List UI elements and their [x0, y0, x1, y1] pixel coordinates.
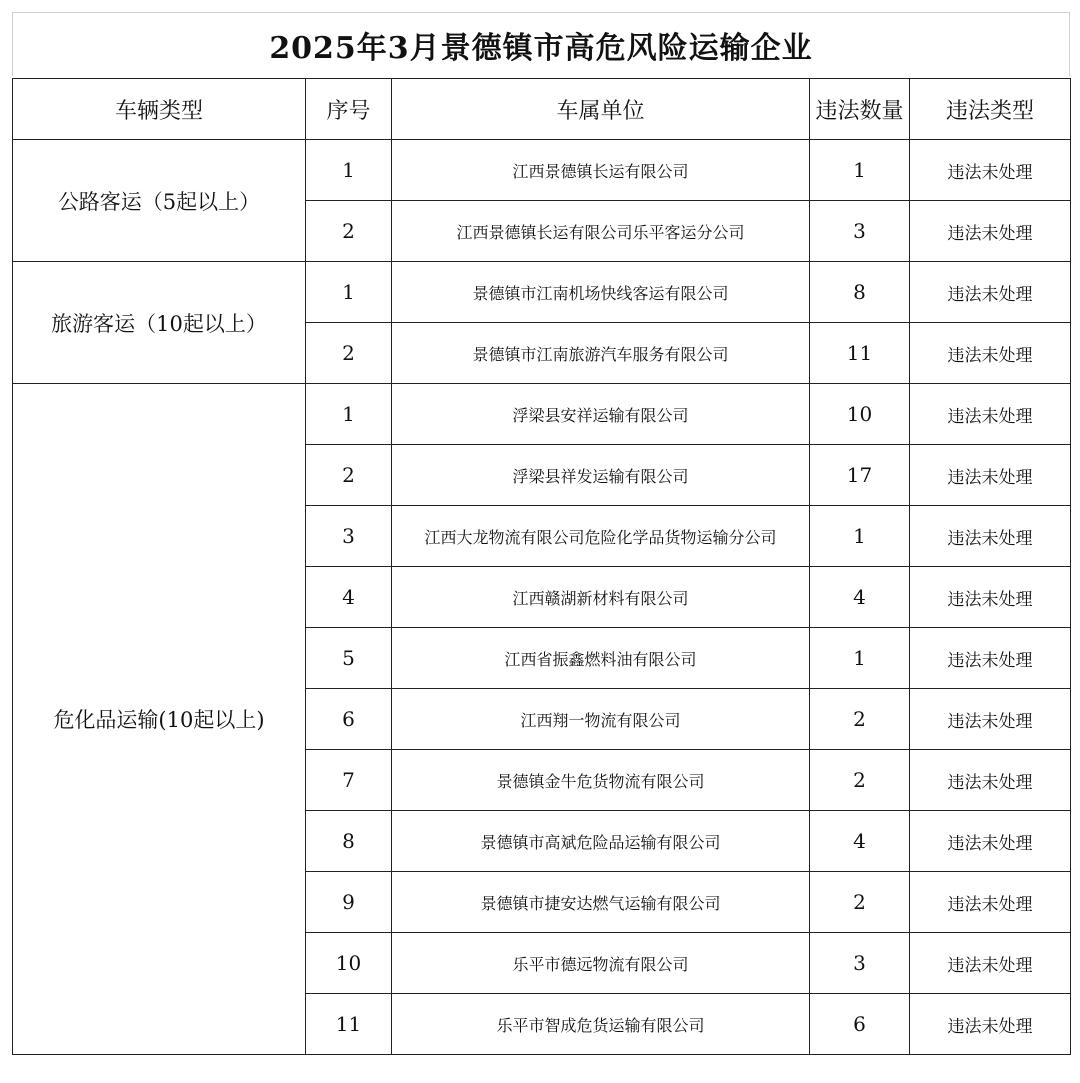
violation-type-cell: 违法未处理 — [910, 689, 1071, 750]
violation-type-cell: 违法未处理 — [910, 445, 1071, 506]
page-title: 2025年3月景德镇市高危风险运输企业 — [269, 30, 813, 66]
header-violation-type: 违法类型 — [910, 79, 1071, 140]
violation-type-cell: 违法未处理 — [910, 201, 1071, 262]
unit-cell: 江西大龙物流有限公司危险化学品货物运输分公司 — [392, 506, 810, 567]
count-cell: 17 — [810, 445, 910, 506]
category-cell: 旅游客运（10起以上） — [13, 262, 306, 384]
title-box — [12, 12, 1070, 76]
unit-cell: 乐平市智成危货运输有限公司 — [392, 994, 810, 1055]
unit-cell: 浮梁县安祥运输有限公司 — [392, 384, 810, 445]
violation-table — [12, 78, 1071, 1055]
count-cell: 1 — [810, 506, 910, 567]
unit-cell: 景德镇市江南机场快线客运有限公司 — [392, 262, 810, 323]
unit-cell: 乐平市德远物流有限公司 — [392, 933, 810, 994]
unit-cell: 江西翔一物流有限公司 — [392, 689, 810, 750]
seq-cell: 4 — [306, 567, 392, 628]
unit-cell: 景德镇市江南旅游汽车服务有限公司 — [392, 323, 810, 384]
count-cell: 2 — [810, 689, 910, 750]
seq-cell: 2 — [306, 201, 392, 262]
seq-cell: 1 — [306, 262, 392, 323]
count-cell: 11 — [810, 323, 910, 384]
violation-type-cell: 违法未处理 — [910, 140, 1071, 201]
header-count: 违法数量 — [810, 79, 910, 140]
table-body — [13, 140, 1071, 1055]
count-cell: 8 — [810, 262, 910, 323]
header-row — [13, 79, 1071, 140]
violation-type-cell: 违法未处理 — [910, 262, 1071, 323]
seq-cell: 11 — [306, 994, 392, 1055]
seq-cell: 2 — [306, 445, 392, 506]
seq-cell: 2 — [306, 323, 392, 384]
count-cell: 2 — [810, 750, 910, 811]
seq-cell: 3 — [306, 506, 392, 567]
header-seq: 序号 — [306, 79, 392, 140]
unit-cell: 江西景德镇长运有限公司 — [392, 140, 810, 201]
violation-type-cell: 违法未处理 — [910, 323, 1071, 384]
header-vehicle-type: 车辆类型 — [13, 79, 306, 140]
violation-type-cell: 违法未处理 — [910, 506, 1071, 567]
count-cell: 1 — [810, 628, 910, 689]
seq-cell: 1 — [306, 140, 392, 201]
category-cell: 公路客运（5起以上） — [13, 140, 306, 262]
violation-type-cell: 违法未处理 — [910, 567, 1071, 628]
table-row — [13, 384, 1071, 445]
unit-cell: 江西赣湖新材料有限公司 — [392, 567, 810, 628]
violation-type-cell: 违法未处理 — [910, 750, 1071, 811]
seq-cell: 1 — [306, 384, 392, 445]
unit-cell: 江西省振鑫燃料油有限公司 — [392, 628, 810, 689]
unit-cell: 景德镇金牛危货物流有限公司 — [392, 750, 810, 811]
count-cell: 1 — [810, 140, 910, 201]
seq-cell: 7 — [306, 750, 392, 811]
count-cell: 4 — [810, 567, 910, 628]
count-cell: 4 — [810, 811, 910, 872]
seq-cell: 9 — [306, 872, 392, 933]
violation-type-cell: 违法未处理 — [910, 628, 1071, 689]
header-unit: 车属单位 — [392, 79, 810, 140]
violation-type-cell: 违法未处理 — [910, 384, 1071, 445]
violation-type-cell: 违法未处理 — [910, 994, 1071, 1055]
count-cell: 3 — [810, 933, 910, 994]
seq-cell: 6 — [306, 689, 392, 750]
count-cell: 3 — [810, 201, 910, 262]
violation-type-cell: 违法未处理 — [910, 933, 1071, 994]
violation-type-cell: 违法未处理 — [910, 811, 1071, 872]
unit-cell: 景德镇市高斌危险品运输有限公司 — [392, 811, 810, 872]
unit-cell: 景德镇市捷安达燃气运输有限公司 — [392, 872, 810, 933]
violation-type-cell: 违法未处理 — [910, 872, 1071, 933]
count-cell: 2 — [810, 872, 910, 933]
seq-cell: 10 — [306, 933, 392, 994]
count-cell: 10 — [810, 384, 910, 445]
table-row — [13, 140, 1071, 201]
unit-cell: 江西景德镇长运有限公司乐平客运分公司 — [392, 201, 810, 262]
category-cell: 危化品运输(10起以上) — [13, 384, 306, 1055]
seq-cell: 5 — [306, 628, 392, 689]
table-row — [13, 262, 1071, 323]
unit-cell: 浮梁县祥发运输有限公司 — [392, 445, 810, 506]
count-cell: 6 — [810, 994, 910, 1055]
seq-cell: 8 — [306, 811, 392, 872]
